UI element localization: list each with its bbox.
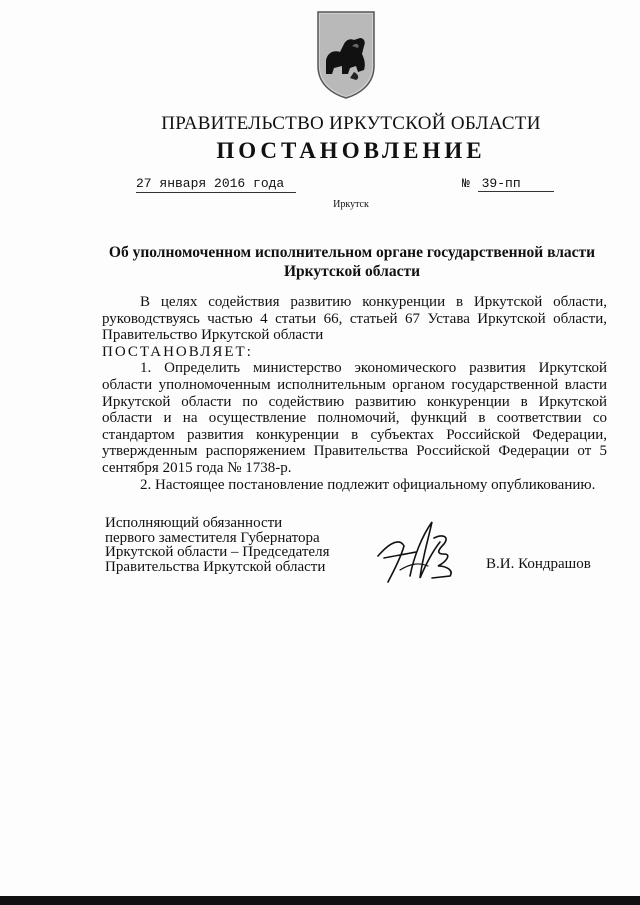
position-line-1: Исполняющий обязанности [105, 515, 283, 531]
document-type-heading: ПОСТАНОВЛЕНИЕ [216, 138, 486, 163]
irkutsk-coat-of-arms-icon [314, 8, 378, 100]
number-prefix: № [462, 176, 470, 191]
position-line-3: Иркутской области – Председателя [105, 544, 330, 560]
scan-edge-bar [0, 896, 640, 905]
date-value: 27 января 2016 года [136, 176, 285, 191]
government-heading: ПРАВИТЕЛЬСТВО ИРКУТСКОЙ ОБЛАСТИ [161, 113, 541, 134]
preamble-paragraph: В целях содействия развитию конкуренции в Иркутской области, руководствуясь частью 4 статьи 66, статьей 67 Устава Иркутской области, Правительство Иркутской области [102, 294, 607, 344]
signatory-position [105, 516, 355, 574]
title-line-1: Об уполномоченном исполнительном органе государственной власти [108, 244, 596, 261]
document-title [100, 243, 604, 281]
title-line-2: Иркутской области [283, 263, 421, 280]
number-value: 39-пп [478, 176, 554, 192]
signatory-name: В.И. Кондрашов [486, 556, 591, 572]
document-body [102, 294, 607, 493]
item-2-paragraph: 2. Настоящее постановление подлежит официальному опубликованию. [140, 476, 596, 493]
position-line-2: первого заместителя Губернатора [105, 529, 320, 546]
city-label: Иркутск [333, 199, 369, 210]
decrees-word: ПОСТАНОВЛЯЕТ: [102, 343, 253, 360]
handwritten-signature-icon [370, 516, 470, 588]
document-date [136, 176, 296, 193]
document-number [462, 176, 566, 192]
item-1-paragraph: 1. Определить министерство экономического развития Иркутской области уполномоченным исполнительным органом государственной власти Иркутской области по содействию развитию конкуренции в Иркутской области и на осуществление полномочий, функций в соответствии со стандартом развития конкуренции в субъектах Российской Федерации, утвержденным распоряжением Правительства Российской Федерации от 5 сентября 2015 года № 1738-р. [102, 360, 607, 476]
position-line-4: Правительства Иркутской области [105, 558, 326, 575]
